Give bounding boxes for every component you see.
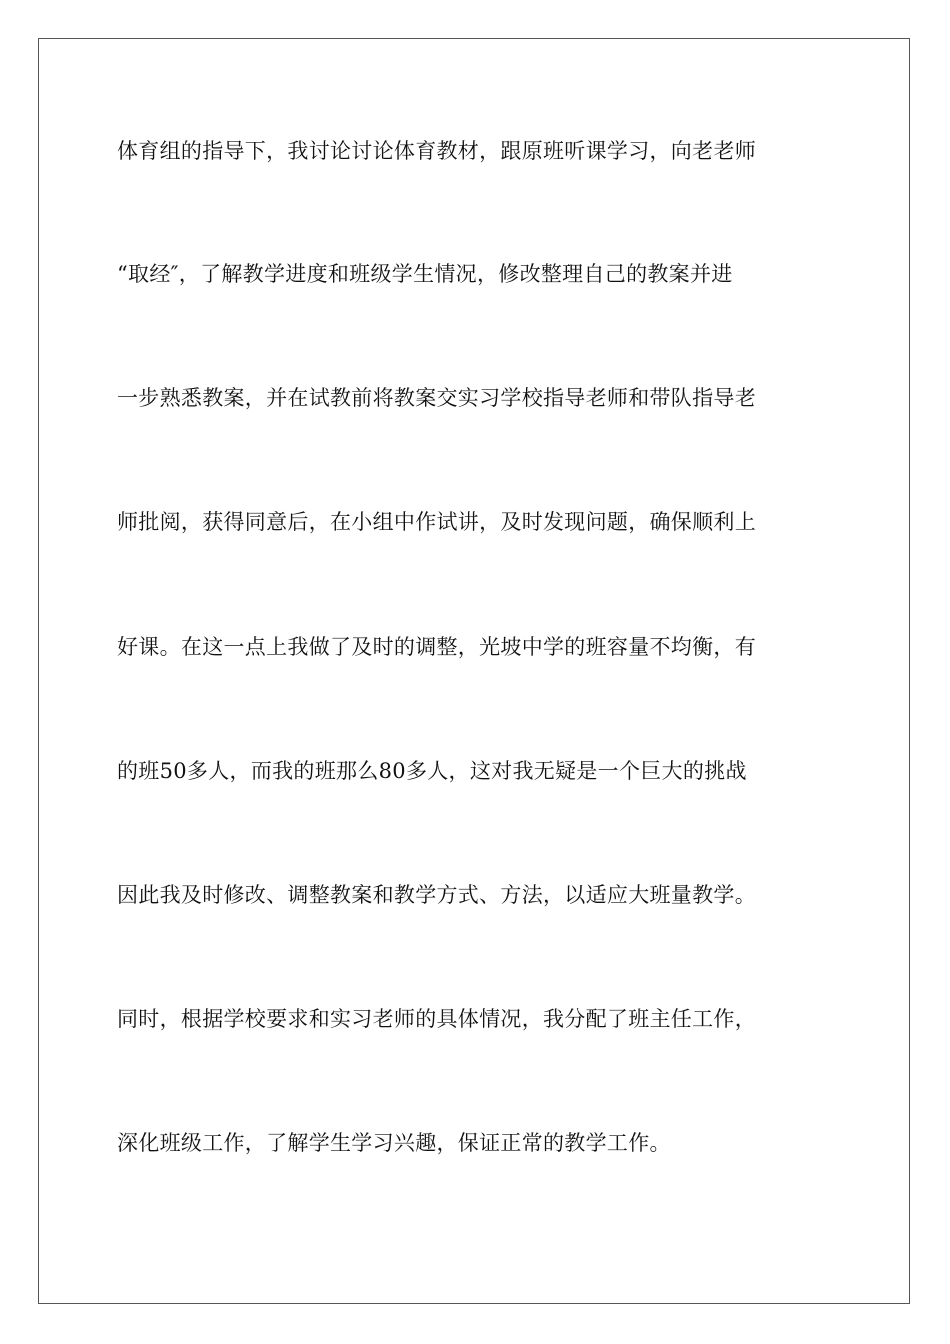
- paragraph-line: 一步熟悉教案，并在试教前将教案交实习学校指导老师和带队指导老: [117, 386, 756, 410]
- paragraph-line: 同时，根据学校要求和实习老师的具体情况，我分配了班主任工作，: [117, 1007, 756, 1031]
- paragraph-line: 师批阅，获得同意后，在小组中作试讲，及时发现问题，确保顺利上: [117, 510, 756, 534]
- paragraph-line: 因此我及时修改、调整教案和教学方式、方法，以适应大班量教学。: [117, 883, 756, 907]
- paragraph-line: 深化班级工作，了解学生学习兴趣，保证正常的教学工作。: [117, 1131, 671, 1155]
- paragraph-line: 体育组的指导下，我讨论讨论体育教材，跟原班听课学习，向老老师: [117, 139, 756, 163]
- page-border: [38, 38, 910, 1304]
- paragraph-line: 的班50多人，而我的班那么80多人，这对我无疑是一个巨大的挑战: [117, 759, 747, 783]
- paragraph-line: “取经″，了解教学进度和班级学生情况，修改整理自己的教案并进: [117, 262, 733, 286]
- paragraph-line: 好课。在这一点上我做了及时的调整，光坡中学的班容量不均衡，有: [117, 635, 756, 659]
